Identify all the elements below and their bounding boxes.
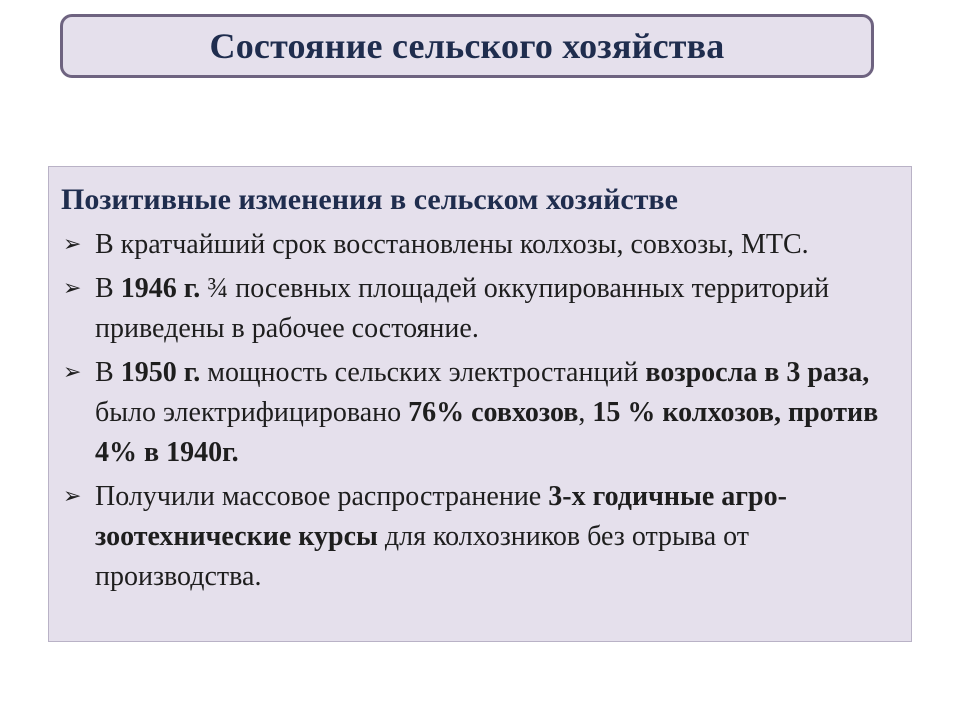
section-heading: Позитивные изменения в сельском хозяйстве: [61, 183, 678, 216]
bullet-list: [61, 225, 897, 597]
list-item: ➢ Получили массовое распространение 3-х годичные агро-зоотехнические курсы для колхозников без отрыва от производства.: [61, 477, 897, 597]
content-box: [48, 166, 912, 642]
list-item: ➢ В 1950 г. мощность сельских электростанций возросла в 3 раза, было электрифицировано 76% совхозов, 15 % колхозов, против 4% в 1940г.: [61, 353, 897, 473]
arrowhead-bullet-icon: ➢: [63, 276, 82, 301]
list-item: ➢ В кратчайший срок восстановлены колхозы, совхозы, МТС.: [61, 225, 897, 265]
arrowhead-bullet-icon: ➢: [63, 360, 82, 385]
arrowhead-bullet-icon: ➢: [63, 232, 82, 257]
list-item: ➢ В 1946 г. ¾ посевных площадей оккупированных территорий приведены в рабочее состояние.: [61, 269, 897, 349]
arrowhead-bullet-icon: ➢: [63, 484, 82, 509]
slide-title: Состояние сельского хозяйства: [209, 26, 725, 66]
title-box: [60, 14, 874, 78]
